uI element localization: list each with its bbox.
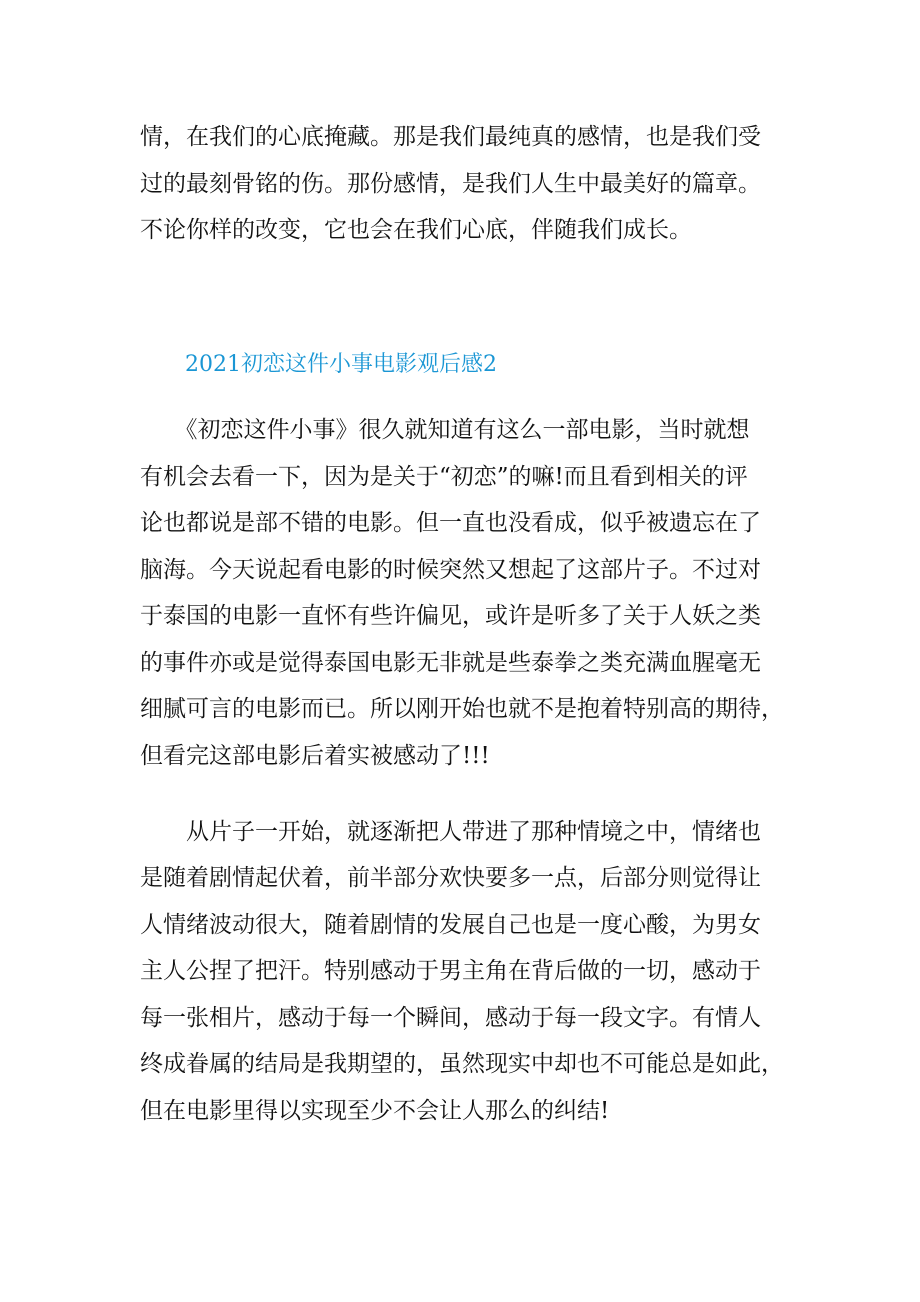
text-line: 过的最刻骨铭的伤。那份感情，是我们人生中最美好的篇章。 bbox=[140, 171, 761, 197]
text-line: 脑海。今天说起看电影的时候突然又想起了这部片子。不过对 bbox=[140, 557, 761, 583]
text-line: 主人公捏了把汗。特别感动于男主角在背后做的一切，感动于 bbox=[140, 958, 761, 984]
text-line: 人情绪波动很大，随着剧情的发展自己也是一度心酸，为男女 bbox=[140, 912, 761, 938]
text-line: 从片子一开始，就逐渐把人带进了那种情境之中，情绪也 bbox=[140, 819, 761, 845]
text-line: 终成眷属的结局是我期望的，虽然现实中却也不可能总是如此， bbox=[140, 1051, 784, 1077]
section-heading: 2021初恋这件小事电影观后感2 bbox=[185, 352, 497, 377]
text-line: 是随着剧情起伏着，前半部分欢快要多一点，后部分则觉得让 bbox=[140, 865, 761, 891]
text-line: 于泰国的电影一直怀有些许偏见，或许是听多了关于人妖之类 bbox=[140, 603, 761, 629]
text-line: 情，在我们的心底掩藏。那是我们最纯真的感情，也是我们受 bbox=[140, 124, 761, 150]
text-line: 有机会去看一下，因为是关于“初恋”的嘛!而且看到相关的评 bbox=[140, 464, 748, 490]
text-line: 但在电影里得以实现至少不会让人那么的纠结! bbox=[140, 1098, 610, 1124]
text-line: 论也都说是部不错的电影。但一直也没看成，似乎被遗忘在了 bbox=[140, 510, 761, 536]
text-line: 细腻可言的电影而已。所以刚开始也就不是抱着特别高的期待， bbox=[140, 696, 784, 722]
text-line: 的事件亦或是觉得泰国电影无非就是些泰拳之类充满血腥毫无 bbox=[140, 650, 761, 676]
text-line: 不论你样的改变，它也会在我们心底，伴随我们成长。 bbox=[140, 217, 692, 243]
text-line: 每一张相片，感动于每一个瞬间，感动于每一段文字。有情人 bbox=[140, 1005, 761, 1031]
text-line: 但看完这部电影后着实被感动了!!! bbox=[140, 743, 490, 769]
text-line: 《初恋这件小事》很久就知道有这么一部电影，当时就想 bbox=[140, 417, 750, 443]
